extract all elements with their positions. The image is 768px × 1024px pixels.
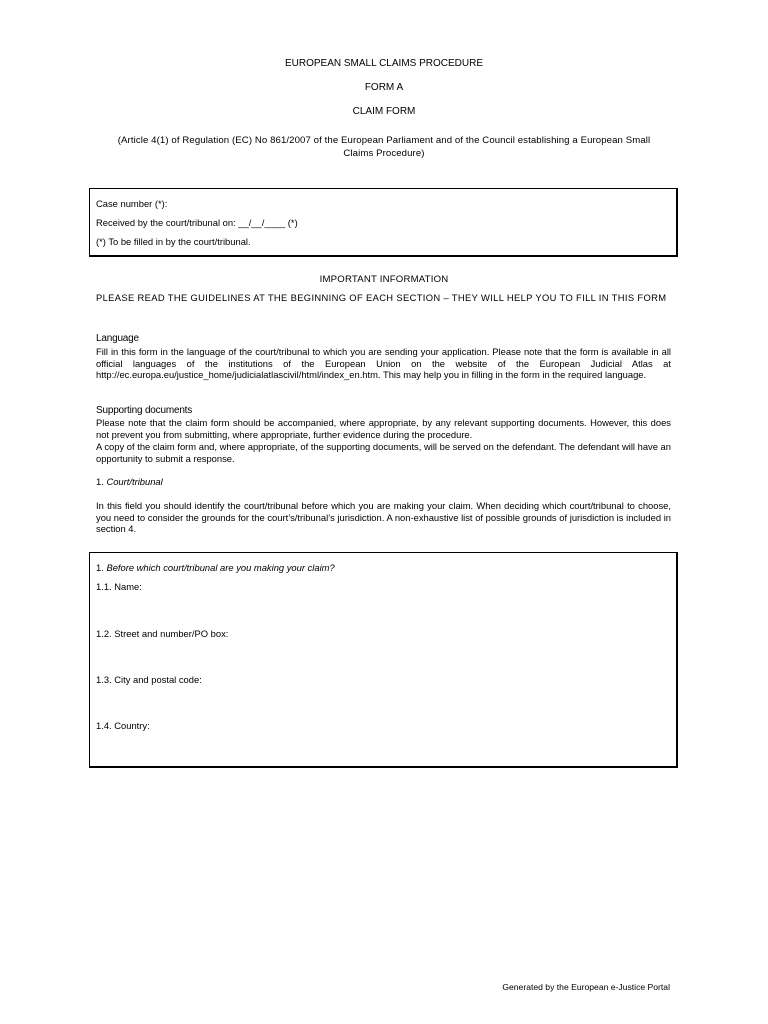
court-question-number: 1. [96, 562, 104, 573]
case-number-field[interactable]: Case number (*): [96, 198, 168, 209]
regulation-line-1: (Article 4(1) of Regulation (EC) No 861/2007 of the European Parliament and of the Council establishing a European Small [117, 135, 651, 146]
guidelines-notice: PLEASE READ THE GUIDELINES AT THE BEGINNING OF EACH SECTION – THEY WILL HELP YOU TO FILL IN THIS FORM [96, 292, 667, 303]
language-heading: Language [96, 333, 139, 344]
court-name-field[interactable]: 1.1. Name: [96, 581, 142, 592]
court-question-text: Before which court/tribunal are you making your claim? [106, 562, 335, 573]
regulation-reference [96, 134, 672, 160]
regulation-line-2: Claims Procedure) [343, 148, 425, 159]
court-use-note: (*) To be filled in by the court/tribunal. [96, 236, 251, 247]
supporting-documents-heading: Supporting documents [96, 405, 193, 416]
important-information-heading: IMPORTANT INFORMATION [319, 274, 449, 285]
court-city-field[interactable]: 1.3. City and postal code: [96, 674, 202, 685]
section-1-heading [96, 476, 163, 487]
court-street-field[interactable]: 1.2. Street and number/PO box: [96, 628, 229, 639]
supporting-documents-text-2: A copy of the claim form and, where appropriate, of the supporting documents, will be served on the defendant. The defendant will have an opportunity to submit a response. [96, 441, 671, 464]
language-text: Fill in this form in the language of the court/tribunal to which you are sending your application. Please note that the form is available in all official languages of the institutions of the European Union on the website of the European Judicial Atlas at http://ec.europa.eu/justice_home/judicialatlascivil/html/index_en.htm. This may help you in filling in the form in the required language. [96, 346, 671, 381]
supporting-documents-text-1: Please note that the claim form should be accompanied, where appropriate, by any relevant supporting documents. However, this does not prevent you from submitting, where appropriate, further evidence during the procedure. [96, 417, 671, 440]
court-details-box [89, 552, 678, 768]
procedure-title: EUROPEAN SMALL CLAIMS PROCEDURE [284, 58, 483, 69]
section-1-guidance: In this field you should identify the court/tribunal before which you are making your claim. When deciding which court/tribunal to choose, you need to consider the grounds for the court’s/tribunal’s jurisdiction. A non-exhaustive list of possible grounds of jurisdiction is included in section 4. [96, 500, 671, 535]
court-question [96, 562, 335, 573]
form-name: CLAIM FORM [352, 106, 416, 117]
form-label: FORM A [364, 82, 404, 93]
section-1-title: Court/tribunal [106, 476, 163, 487]
received-date-field[interactable]: Received by the court/tribunal on: __/__/____ (*) [96, 217, 298, 228]
court-country-field[interactable]: 1.4. Country: [96, 720, 150, 731]
section-1-number: 1. [96, 476, 104, 487]
portal-footer: Generated by the European e-Justice Portal [502, 982, 670, 992]
court-use-box [89, 188, 678, 257]
